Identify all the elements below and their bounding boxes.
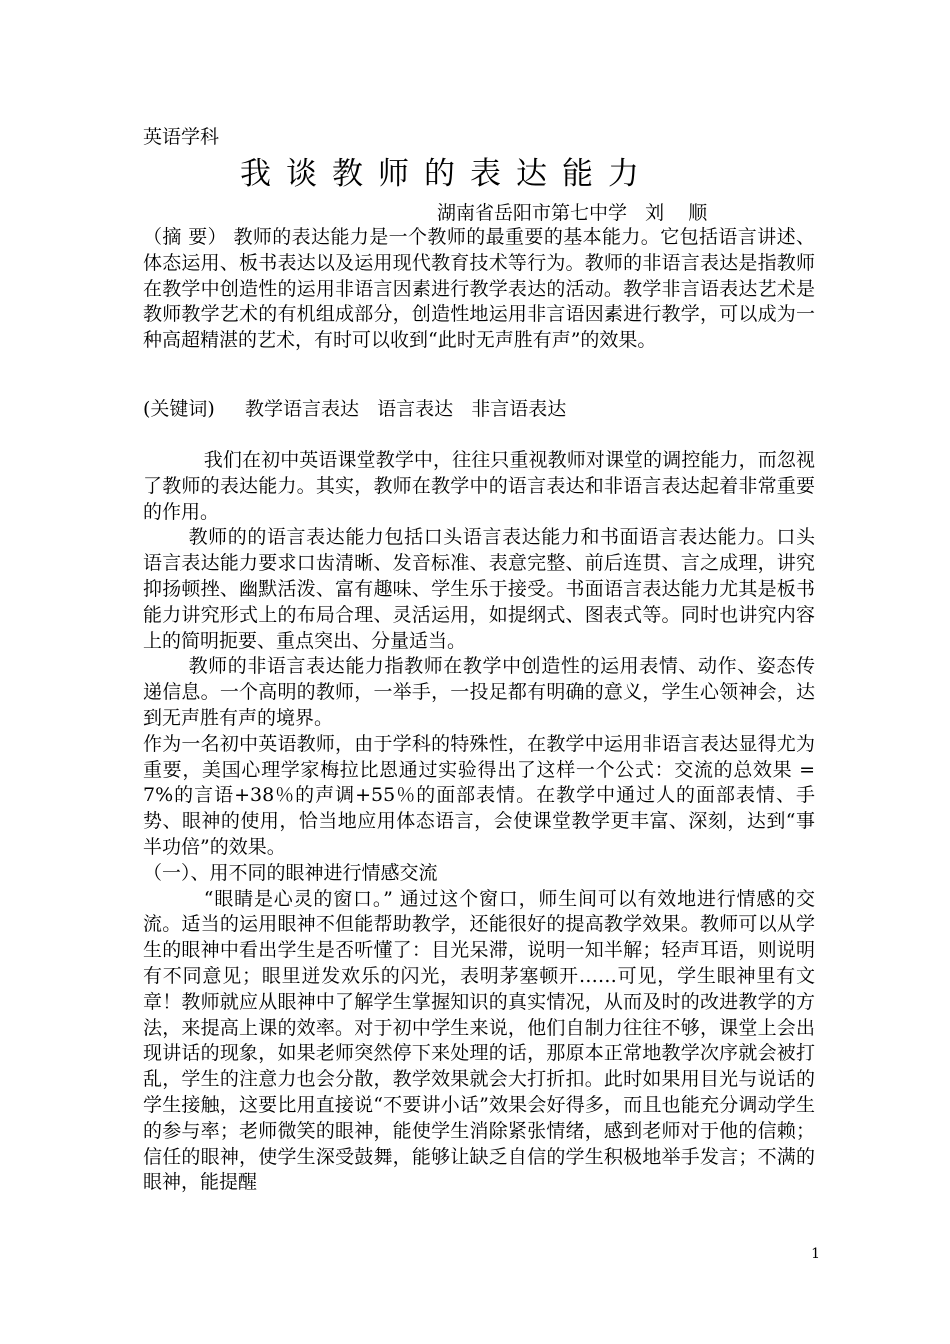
page-number: 1 [811, 1246, 820, 1262]
body-paragraph-verbal: 教师的的语言表达能力包括口头语言表达能力和书面语言表达能力。口头语言表达能力要求口齿清晰、发音标准、表意完整、前后连贯、言之成理，讲究抑扬顿挫、幽默活泼、富有趣味、学生乐于接受。书面语言表达能力尤其是板书能力讲究形式上的布局合理、灵活运用，如提纲式、图表式等。同时也讲究内容上的简明扼要、重点突出、分量适当。 [143, 526, 815, 652]
section-heading-eye-contact: （一）、用不同的眼神进行情感交流 [143, 861, 438, 884]
body-paragraph-eyes: “眼睛是心灵的窗口。” 通过这个窗口，师生间可以有效地进行情感的交流。适当的运用眼神不但能帮助教学，还能很好的提高教学效果。教师可以从学生的眼神中看出学生是否听懂了：目光呆滞，说明一知半解；轻声耳语，则说明有不同意见；眼里迸发欢乐的闪光，表明茅塞顿开……可见，学生眼神里有文章！教师就应从眼神中了解学生掌握知识的真实情况，从而及时的改进教学的方法，来提高上课的效率。对于初中学生来说，他们自制力往往不够，课堂上会出现讲话的现象，如果老师突然停下来处理的话，那原本正常地教学次序就会被打乱，学生的注意力也会分散，教学效果就会大打折扣。此时如果用目光与说话的学生接触，这要比用直接说“不要讲小话”效果会好得多，而且也能充分调动学生的参与率；老师微笑的眼神，能使学生消除紧张情绪，感到老师对于他的信赖；信任的眼神，使学生深受鼓舞，能够让缺乏自信的学生积极地举手发言；不满的眼神，能提醒 [143, 887, 815, 1194]
body-paragraph-intro: 我们在初中英语课堂教学中，往往只重视教师对课堂的调控能力，而忽视了教师的表达能力。其实，教师在教学中的语言表达和非语言表达起着非常重要的作用。 [143, 449, 815, 523]
body-paragraph-formula: 作为一名初中英语教师，由于学科的特殊性，在教学中运用非语言表达显得尤为重要，美国心理学家梅拉比恩通过实验得出了这样一个公式：交流的总效果 = 7%的言语+38％的声调+55％的面部表情。在教学中通过人的面部表情、手势、眼神的使用，恰当地应用体态语言，会使课堂教学更丰富、深刻，达到“事半功倍”的效果。 [143, 732, 815, 858]
document-title: 我谈教师的表达能力 [240, 156, 654, 192]
subject-label: 英语学科 [143, 126, 220, 148]
author-line: 湖南省岳阳市第七中学 刘 顺 [437, 202, 708, 224]
keywords-line: (关键词) 教学语言表达 语言表达 非言语表达 [143, 398, 567, 420]
main-body [143, 448, 815, 1196]
body-paragraph-nonverbal: 教师的非语言表达能力指教师在教学中创造性的运用表情、动作、姿态传递信息。一个高明的教师，一举手，一投足都有明确的意义，学生心领神会，达到无声胜有声的境界。 [143, 655, 815, 729]
abstract-paragraph: （摘 要） 教师的表达能力是一个教师的最重要的基本能力。它包括语言讲述、体态运用、板书表达以及运用现代教育技术等行为。教师的非语言表达是指教师在教学中创造性的运用非语言因素进行教学表达的活动。教学非言语表达艺术是教师教学艺术的有机组成部分，创造性地运用非言语因素进行教学，可以成为一种高超精湛的艺术，有时可以收到“此时无声胜有声”的效果。 [143, 226, 815, 352]
